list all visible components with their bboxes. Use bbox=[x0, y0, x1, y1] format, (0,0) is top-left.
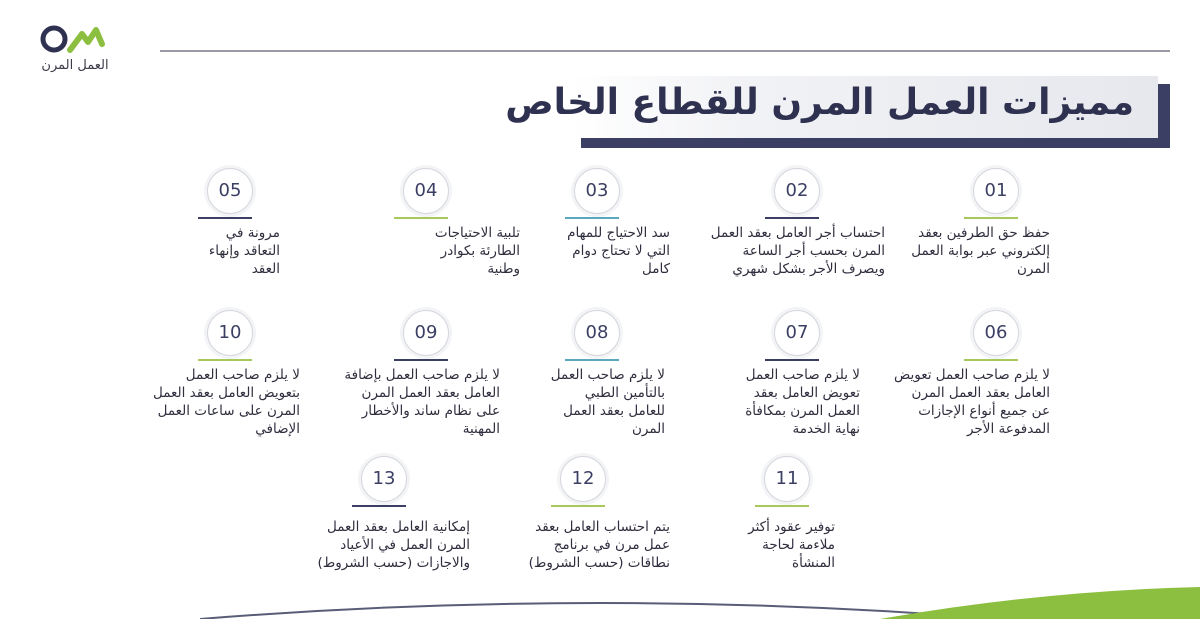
feature-badge bbox=[198, 310, 262, 360]
feature-number: 07 bbox=[785, 322, 809, 343]
feature-circle bbox=[774, 310, 820, 356]
feature-underline bbox=[394, 217, 448, 219]
page-title: مميزات العمل المرن للقطاع الخاص bbox=[505, 82, 1134, 123]
feature-underline bbox=[765, 217, 819, 219]
feature-badge bbox=[765, 310, 829, 360]
feature-underline bbox=[964, 217, 1018, 219]
banner-box bbox=[505, 76, 1158, 138]
feature-text: لا يلزم صاحب العمل بإضافة العامل بعقد العمل المرن على نظام ساند والأخطار المهنية bbox=[344, 367, 500, 437]
feature-text: إمكانية العامل بعقد العمل المرن العمل في الأعياد والاجازات (حسب الشروط) bbox=[317, 519, 470, 571]
feature-circle bbox=[574, 168, 620, 214]
bottom-arc-decoration bbox=[0, 585, 1200, 619]
feature-text: توفير عقود أكثر ملاءمة لحاجة المنشأة bbox=[748, 519, 835, 571]
feature-number: 03 bbox=[585, 180, 609, 201]
feature-badge bbox=[765, 168, 829, 218]
feature-badge bbox=[394, 310, 458, 360]
feature-text: لا يلزم صاحب العمل بتعويض العامل بعقد العمل المرن على ساعات العمل الإضافي bbox=[152, 367, 300, 437]
header-divider bbox=[160, 50, 1170, 52]
feature-badge bbox=[551, 456, 615, 506]
feature-underline bbox=[565, 217, 619, 219]
feature-circle bbox=[560, 456, 606, 502]
feature-number: 08 bbox=[585, 322, 609, 343]
logo-text: العمل المرن bbox=[41, 58, 109, 73]
feature-underline bbox=[352, 505, 406, 507]
feature-circle bbox=[574, 310, 620, 356]
feature-underline bbox=[565, 359, 619, 361]
feature-badge bbox=[964, 168, 1028, 218]
feature-number: 02 bbox=[785, 180, 809, 201]
feature-circle bbox=[361, 456, 407, 502]
feature-circle bbox=[764, 456, 810, 502]
feature-circle bbox=[403, 310, 449, 356]
feature-badge bbox=[755, 456, 819, 506]
feature-number: 09 bbox=[414, 322, 438, 343]
feature-text: حفظ حق الطرفين بعقد إلكتروني عبر بوابة العمل المرن bbox=[911, 225, 1050, 277]
feature-circle bbox=[973, 168, 1019, 214]
feature-number: 01 bbox=[984, 180, 1008, 201]
feature-badge bbox=[964, 310, 1028, 360]
feature-number: 04 bbox=[414, 180, 438, 201]
feature-underline bbox=[394, 359, 448, 361]
feature-text: مرونة في التعاقد وإنهاء العقد bbox=[208, 225, 280, 277]
feature-underline bbox=[765, 359, 819, 361]
feature-underline bbox=[198, 217, 252, 219]
feature-badge bbox=[352, 456, 416, 506]
feature-text: احتساب أجر العامل بعقد العمل المرن بحسب أجر الساعة ويصرف الأجر بشكل شهري bbox=[710, 225, 885, 277]
feature-number: 10 bbox=[218, 322, 242, 343]
feature-underline bbox=[964, 359, 1018, 361]
feature-badge bbox=[565, 310, 629, 360]
feature-text: لا يلزم صاحب العمل بالتأمين الطبي للعامل بعقد العمل المرن bbox=[550, 367, 665, 437]
feature-circle bbox=[207, 310, 253, 356]
feature-underline bbox=[755, 505, 809, 507]
feature-number: 06 bbox=[984, 322, 1008, 343]
feature-badge bbox=[394, 168, 458, 218]
feature-text: لا يلزم صاحب العمل تعويض العامل بعقد العمل المرن عن جميع أنواع الإجازات المدفوعة الأجر bbox=[893, 367, 1050, 437]
feature-number: 11 bbox=[775, 468, 799, 489]
feature-text: يتم احتساب العامل بعقد عمل مرن في برنامج نطاقات (حسب الشروط) bbox=[528, 519, 670, 571]
feature-circle bbox=[774, 168, 820, 214]
feature-text: تلبية الاحتياجات الطارئة بكوادر وطنية bbox=[434, 225, 520, 277]
feature-badge bbox=[198, 168, 262, 218]
feature-underline bbox=[198, 359, 252, 361]
feature-circle bbox=[973, 310, 1019, 356]
feature-circle bbox=[207, 168, 253, 214]
feature-text: سد الاحتياج للمهام التي لا تحتاج دوام كامل bbox=[567, 225, 670, 277]
feature-text: لا يلزم صاحب العمل تعويض العامل بعقد العمل المرن بمكافأة نهاية الخدمة bbox=[745, 367, 860, 437]
feature-number: 12 bbox=[571, 468, 595, 489]
feature-number: 13 bbox=[372, 468, 396, 489]
title-banner bbox=[505, 76, 1170, 148]
feature-underline bbox=[551, 505, 605, 507]
feature-number: 05 bbox=[218, 180, 242, 201]
feature-circle bbox=[403, 168, 449, 214]
feature-badge bbox=[565, 168, 629, 218]
